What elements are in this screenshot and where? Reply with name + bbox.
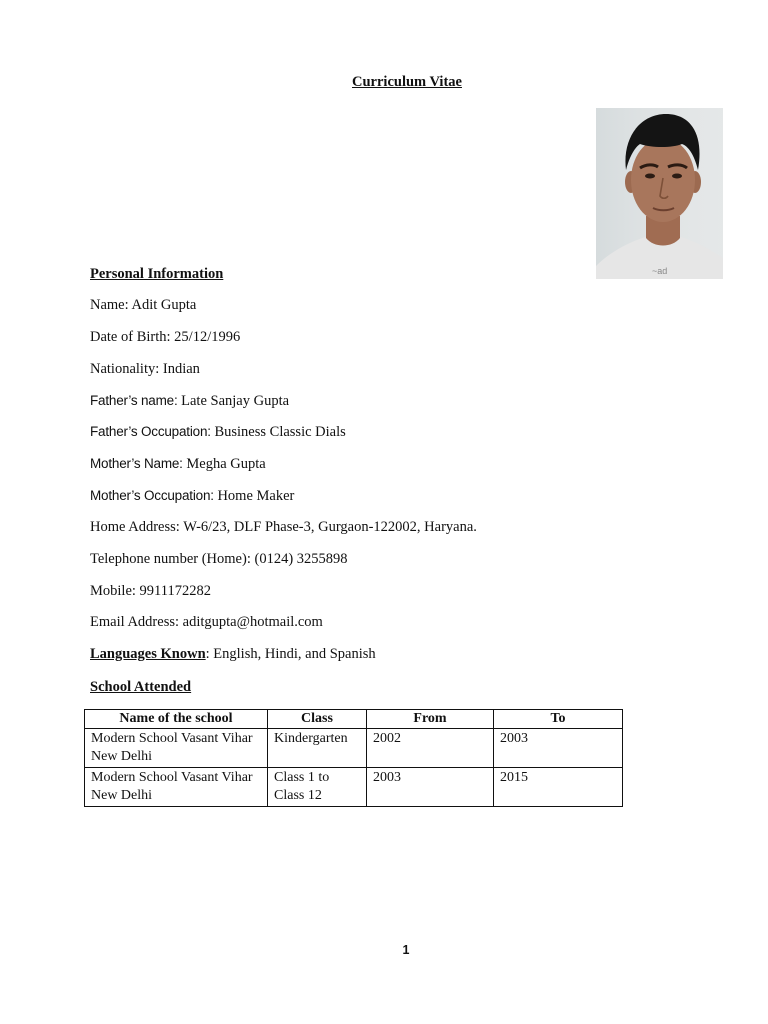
table-row	[85, 729, 623, 768]
name-value: Adit Gupta	[131, 297, 197, 313]
table-header-row	[85, 710, 623, 729]
personal-info-heading: Personal Information	[90, 266, 224, 282]
cell-class: Kindergarten	[268, 729, 367, 768]
dob-value: 25/12/1996	[174, 329, 241, 345]
father-name-line	[90, 393, 289, 410]
email-value: aditgupta@hotmail.com	[182, 614, 323, 630]
schools-table	[84, 709, 623, 807]
page-number: 1	[402, 943, 410, 957]
table-row	[85, 768, 623, 807]
cell-from: 2002	[367, 729, 494, 768]
father-occupation-label: Father’s Occupation:	[90, 424, 211, 439]
cell-class: Class 1 to Class 12	[268, 768, 367, 807]
cell-to: 2003	[494, 729, 623, 768]
telephone-label: Telephone number (Home):	[90, 551, 251, 567]
home-address-value: W-6/23, DLF Phase-3, Gurgaon-122002, Haryana.	[183, 519, 477, 535]
mobile-label: Mobile:	[90, 583, 136, 599]
svg-text:~ad: ~ad	[652, 266, 668, 276]
dob-label: Date of Birth:	[90, 329, 171, 345]
school-heading: School Attended	[90, 679, 192, 695]
father-name-value: Late Sanjay Gupta	[181, 393, 290, 409]
cell-school: Modern School Vasant Vihar New Delhi	[85, 729, 268, 768]
mother-occupation-label: Mother’s Occupation:	[90, 488, 214, 503]
mobile-value: 9911172282	[139, 583, 211, 599]
cell-from: 2003	[367, 768, 494, 807]
languages-value: : English, Hindi, and Spanish	[205, 646, 376, 662]
profile-photo	[596, 108, 723, 279]
nationality-label: Nationality:	[90, 361, 160, 377]
name-label: Name:	[90, 297, 129, 313]
email-label: Email Address:	[90, 614, 180, 630]
father-occupation-line	[90, 424, 346, 441]
cell-to: 2015	[494, 768, 623, 807]
languages-line	[90, 646, 376, 663]
home-address-label: Home Address:	[90, 519, 180, 535]
mobile-line	[90, 583, 211, 600]
nationality-line	[90, 361, 200, 378]
nationality-value: Indian	[162, 361, 200, 377]
home-address-line	[90, 519, 477, 536]
column-header-from: From	[367, 710, 494, 729]
column-header-school: Name of the school	[85, 710, 268, 729]
column-header-to: To	[494, 710, 623, 729]
telephone-value: (0124) 3255898	[254, 551, 348, 567]
mother-name-value: Megha Gupta	[186, 456, 266, 472]
name-line	[90, 297, 196, 314]
father-name-label: Father’s name:	[90, 393, 178, 408]
languages-label: Languages Known	[90, 646, 206, 662]
mother-occupation-line	[90, 488, 294, 505]
mother-occupation-value: Home Maker	[217, 488, 295, 504]
page-title: Curriculum Vitae	[352, 74, 462, 90]
mother-name-label: Mother’s Name:	[90, 456, 183, 471]
mother-name-line	[90, 456, 266, 473]
email-line	[90, 614, 323, 631]
column-header-class: Class	[268, 710, 367, 729]
dob-line	[90, 329, 240, 346]
telephone-line	[90, 551, 348, 568]
cell-school: Modern School Vasant Vihar New Delhi	[85, 768, 268, 807]
father-occupation-value: Business Classic Dials	[214, 424, 346, 440]
